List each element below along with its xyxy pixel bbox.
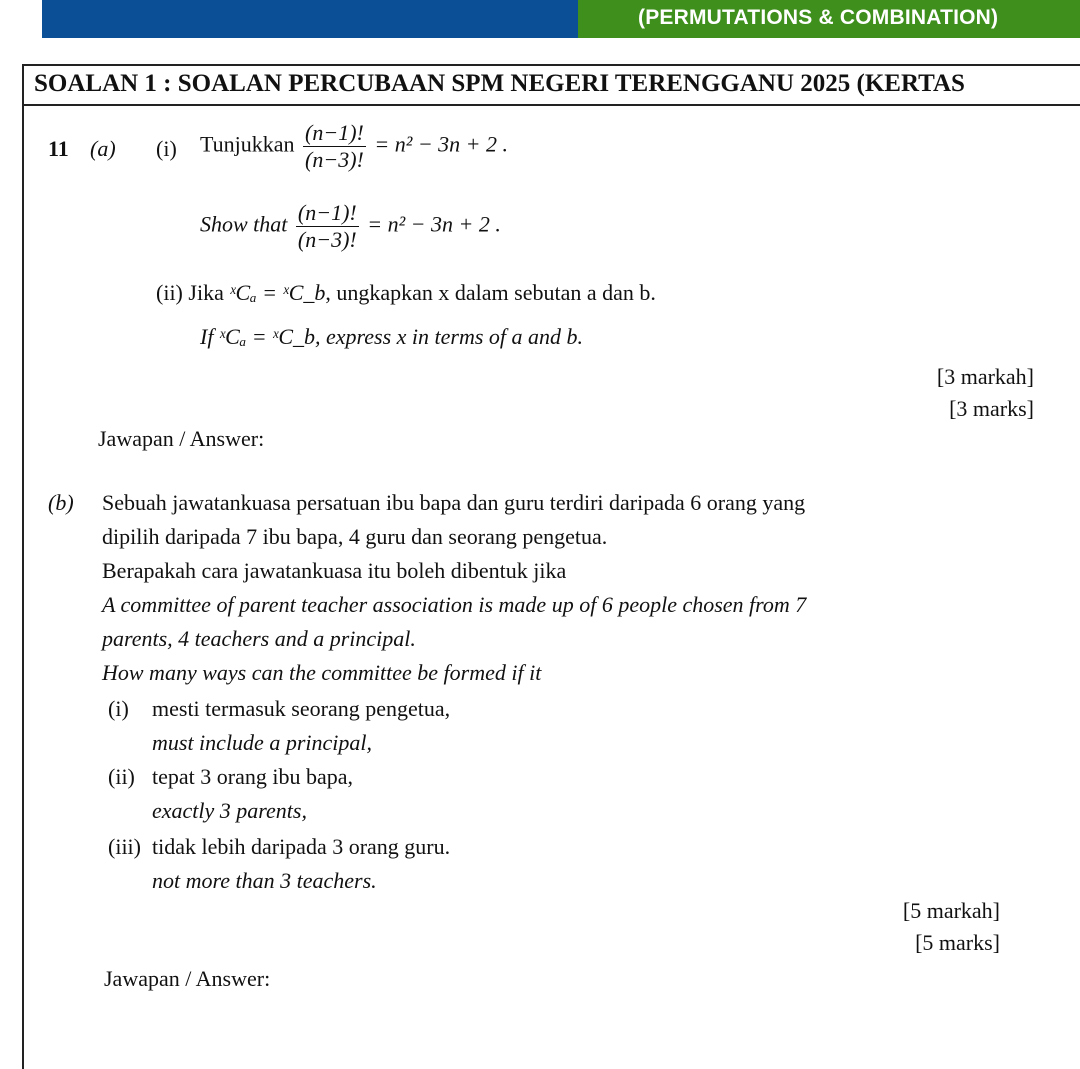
fraction-denominator-en: (n−3)! (297, 227, 357, 252)
part-b-label: (b) (48, 490, 74, 515)
fraction-numerator-en: (n−1)! (297, 200, 357, 225)
factorial-fraction (303, 120, 366, 173)
answer-label-b: Jawapan / Answer: (104, 966, 271, 991)
part-b-i-label: (i) (108, 696, 129, 721)
title-divider (22, 104, 1080, 106)
part-a-ii-malay-suffix: , ungkapkan x dalam sebutan a dan b. (325, 280, 656, 305)
part-a-ii-label: (ii) (156, 280, 183, 305)
part-b-i-english: must include a principal, (152, 730, 372, 755)
part-a-label: (a) (90, 136, 116, 161)
part-a-i-malay-verb: Tunjukkan (200, 131, 295, 157)
part-a-i-english-verb: Show that (200, 211, 288, 237)
part-b-iii-malay: tidak lebih daripada 3 orang guru. (152, 834, 451, 859)
part-b-ii-label: (ii) (108, 764, 135, 789)
fraction-rhs-en: = n² − 3n + 2 . (367, 211, 501, 237)
header-banner (42, 0, 1080, 38)
part-a-i-english-line (200, 200, 501, 253)
factorial-fraction-en (296, 200, 359, 253)
part-b-english-line-1: A committee of parent teacher association is made up of 6 people chosen from 7 (102, 592, 807, 617)
part-a-i-label: (i) (156, 136, 177, 161)
part-b-iii-label: (iii) (108, 834, 141, 859)
part-b-i-malay: mesti termasuk seorang pengetua, (152, 696, 451, 721)
part-a-ii-equation-en: ˣCₐ = ˣC_b (218, 324, 315, 349)
part-b-marks-english: [5 marks] (915, 930, 1000, 955)
part-b-ii-malay: tepat 3 orang ibu bapa, (152, 764, 353, 789)
part-a-marks-english: [3 marks] (949, 396, 1034, 421)
fraction-denominator: (n−3)! (305, 147, 364, 172)
part-a-ii-english-suffix: , express x in terms of a and b. (315, 324, 584, 349)
part-b-marks-malay: [5 markah] (902, 898, 1000, 923)
fraction-rhs: = n² − 3n + 2 . (374, 131, 509, 157)
part-b-iii-english: not more than 3 teachers. (152, 868, 377, 893)
part-a-ii-english-prefix: If (200, 324, 214, 349)
part-b-ii-english: exactly 3 parents, (152, 798, 307, 823)
part-a-ii-malay-prefix: Jika (188, 280, 224, 305)
part-b-english-line-3: How many ways can the committee be formed if it (102, 660, 542, 685)
part-b-malay-line-1: Sebuah jawatankuasa persatuan ibu bapa dan guru terdiri daripada 6 orang yang (102, 490, 806, 515)
part-b-malay-line-3: Berapakah cara jawatankuasa itu boleh dibentuk jika (102, 558, 567, 583)
part-a-i-malay-line (200, 120, 508, 173)
part-a-ii-malay-line (156, 280, 656, 306)
part-a-marks-malay: [3 markah] (936, 364, 1034, 389)
part-b-english-line-2: parents, 4 teachers and a principal. (102, 626, 416, 651)
banner-subtitle: (PERMUTATIONS & COMBINATION) (638, 6, 999, 29)
banner-blue-segment (42, 0, 578, 38)
answer-label-a: Jawapan / Answer: (98, 426, 265, 451)
part-b-malay-line-2: dipilih daripada 7 ibu bapa, 4 guru dan seorang pengetua. (102, 524, 608, 549)
question-title: SOALAN 1 : SOALAN PERCUBAAN SPM NEGERI TERENGGANU 2025 (KERTAS (34, 70, 965, 97)
fraction-numerator: (n−1)! (305, 120, 364, 145)
part-a-ii-english-line (200, 324, 583, 350)
part-a-ii-equation: ˣCₐ = ˣC_b (229, 280, 326, 305)
question-number: 11 (48, 136, 69, 161)
